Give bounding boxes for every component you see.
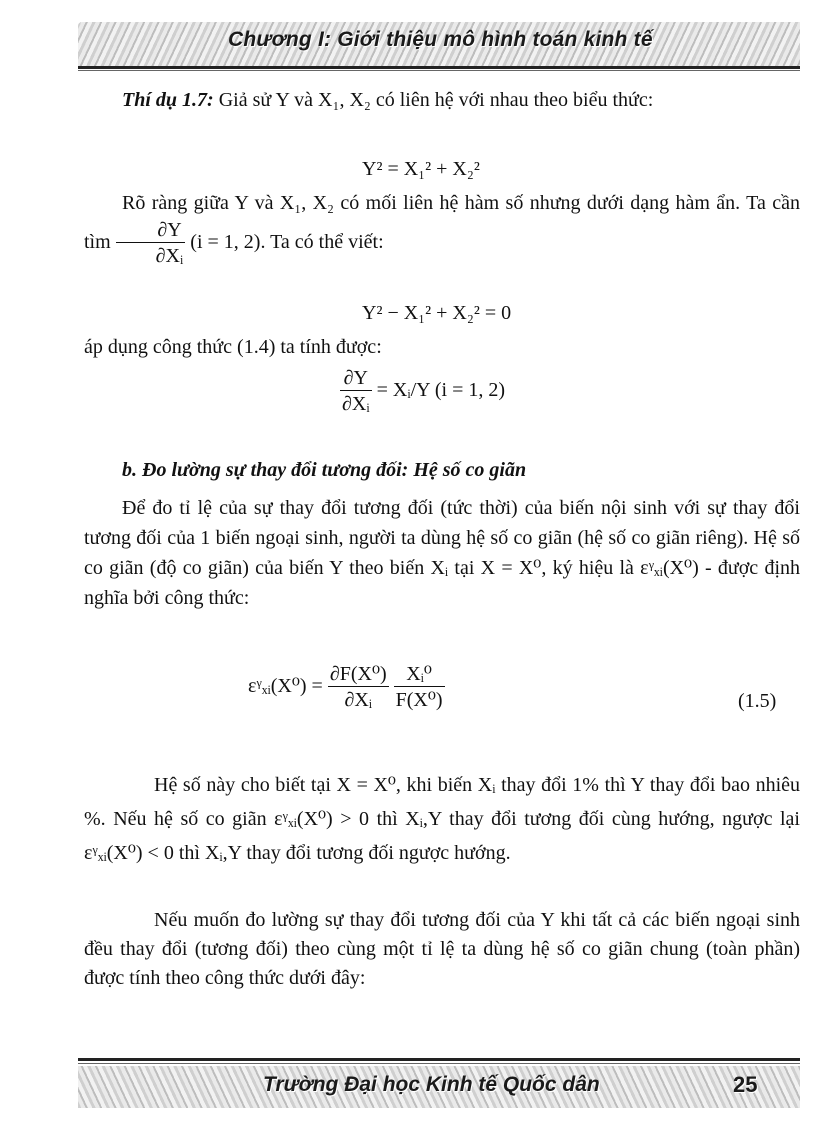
equation-1: Y² = X₁² + X₂² [362,158,480,180]
elasticity-fraction-2 [394,662,445,713]
paragraph-implicit [84,188,800,269]
example-label: Thí dụ 1.7: [122,89,214,111]
university-name: Trường Đại học Kinh tế Quốc dân [263,1073,600,1096]
example-intro [84,86,800,115]
section-heading: b. Đo lường sự thay đổi tương đối: Hệ số co giãn [122,459,527,481]
footer-rule-thin [78,1063,800,1064]
partial-derivative-fraction [116,218,186,269]
equation-2: Y² − X₁² + X₂² = 0 [362,302,512,324]
example-intro-text: Giả sử Y và X₁, X₂ có liên hệ với nhau theo biểu thức: [213,89,654,111]
fraction-denominator: ∂Xᵢ [155,245,184,267]
header-rule [78,66,800,69]
elasticity-lhs: εᵞₓᵢ(X⁰) = [248,675,323,698]
equation-number: (1.5) [738,690,777,712]
fraction-numerator: ∂F(X⁰) [329,663,387,685]
header-rule-thin [78,70,800,71]
paragraph-total-elasticity: Nếu muốn đo lường sự thay đổi tương đối của Y khi tất cả các biến ngoại sinh đều thay đổi (tương đối) theo cùng một tỉ lệ ta dùng hệ số co giãn chung (toàn phần) được tính theo công thức dưới đây: [84,909,800,989]
fraction-numerator: ∂Y [116,218,186,243]
equation-3-fraction [340,366,372,417]
fraction-denominator: ∂Xᵢ [344,689,373,711]
fraction-denominator: ∂Xᵢ [342,393,370,415]
chapter-title: Chương I: Giới thiệu mô hình toán kinh tế [228,28,653,51]
page-header [78,22,800,66]
elasticity-fraction-1 [328,662,389,713]
fraction-denominator: F(X⁰) [395,689,443,711]
fraction-numerator: Xᵢ⁰ [394,662,445,687]
paragraph-implicit-b: (i = 1, 2). Ta có thể viết: [190,231,384,254]
equation-3-rhs: = Xᵢ/Y (i = 1, 2) [376,379,506,402]
paragraph-implicit-a: Rõ ràng giữa Y và X₁, X₂ có mối liên hệ hàm số nhưng dưới dạng hàm ẩn. Ta cần tìm [84,192,800,254]
fraction-numerator: ∂Y [340,366,372,391]
equation-elasticity [248,662,445,713]
page-footer [78,1066,800,1108]
paragraph-interpretation: Hệ số này cho biết tại X = X⁰, khi biến Xᵢ thay đổi 1% thì Y thay đổi bao nhiêu %. Nếu hệ số co giãn εᵞₓᵢ(X⁰) > 0 thì Xᵢ,Y thay đổi tương đối cùng hướng, ngược lại εᵞₓᵢ(X⁰) < 0 thì Xᵢ,Y thay đổi tương đối ngược hướng. [84,774,800,864]
page-number: 25 [733,1072,758,1097]
paragraph-definition: Để đo tỉ lệ của sự thay đổi tương đối (tức thời) của biến nội sinh với sự thay đổi tương đối của 1 biến ngoại sinh, người ta dùng hệ số co giãn (hệ số co giãn riêng). Hệ số co giãn (độ co giãn) của biến Y theo biến Xᵢ tại X = X⁰, ký hiệu là εᵞₓᵢ(X⁰) - được định nghĩa bởi công thức: [84,497,800,609]
equation-3 [340,366,505,417]
footer-rule [78,1058,800,1061]
paragraph-apply: áp dụng công thức (1.4) ta tính được: [84,336,382,358]
